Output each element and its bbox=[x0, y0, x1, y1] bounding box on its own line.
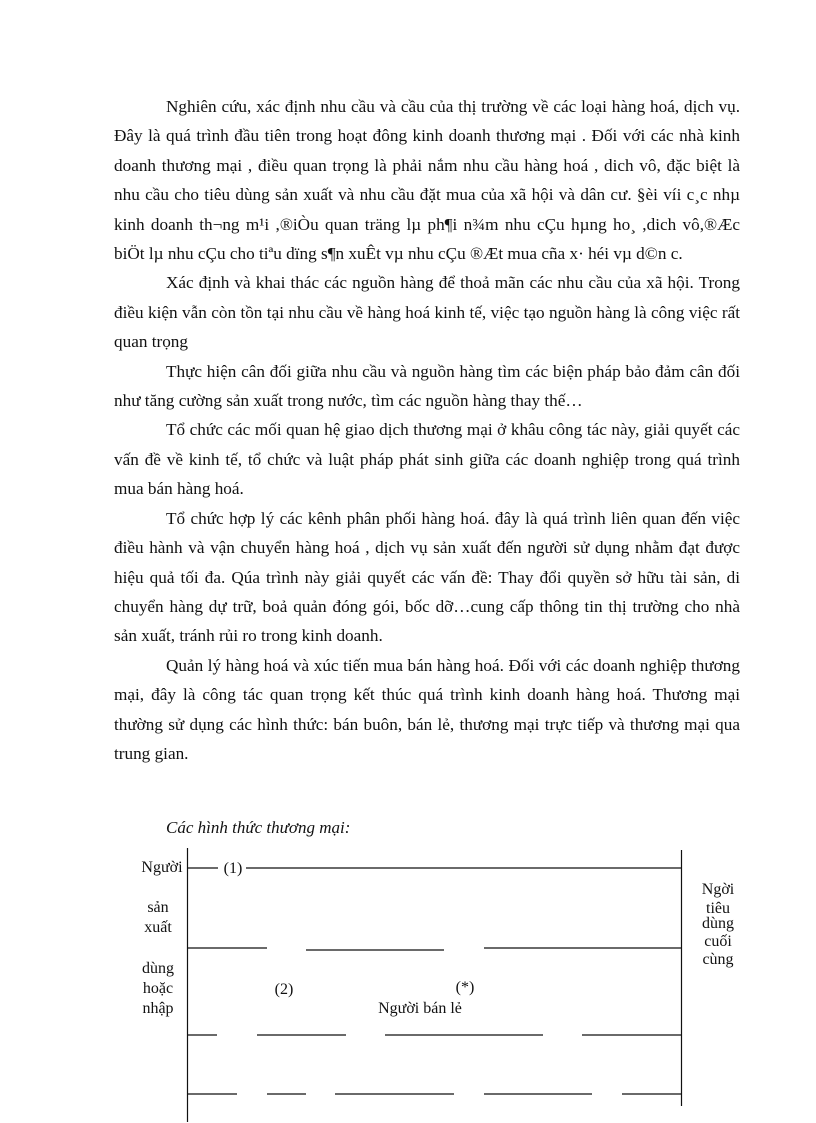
paragraph: Tổ chức các mối quan hệ giao dịch thương mại ở khâu công tác này, giải quyết các vấn đề về kinh tế, tổ chức và luật pháp phát sinh giữa các doanh nghiệp trong quá trình mua bán hàng hoá. bbox=[114, 420, 740, 499]
consumer-label: tiêu bbox=[706, 900, 730, 917]
producer-label: dùng bbox=[142, 960, 174, 977]
consumer-label: cuối bbox=[704, 933, 732, 950]
producer-label: nhập bbox=[142, 1000, 174, 1017]
producer-label: Người bbox=[141, 859, 183, 876]
producer-label: xuất bbox=[144, 919, 172, 936]
paragraph: Nghiên cứu, xác định nhu cầu và cầu của thị trường về các loại hàng hoá, dịch vụ. Đây là quá trình đầu tiên trong hoạt đông kinh doanh thương mại . Đối với các nhà kinh doanh thương mại , điều quan trọng là phải nắm nhu cầu hàng hoá , dich vô, đặc biệt là nhu cầu cho tiêu dùng sản xuất và nhu cầu đặt mua của xã hội và dân cư. §èi víi c¸c nhµ kinh doanh th¬ng m¹i ,®iÒu quan träng lµ ph¶i n¾m nhu cÇu hµng ho¸ ,dich vô,®Æc biÖt lµ nhu cÇu cho tiªu dïng s¶n xuÊt vµ nhu cÇu ®Æt mua cña x· héi vµ d©n c. bbox=[114, 97, 740, 264]
consumer-label: Ngời bbox=[701, 881, 735, 898]
producer-label: hoặc bbox=[142, 980, 174, 997]
paragraph: Xác định và khai thác các nguồn hàng để thoả mãn các nhu cầu của xã hội. Trong điều kiện vẫn còn tồn tại nhu cầu về hàng hoá kinh tế, việc tạo nguồn hàng là công việc rất quan trọng bbox=[114, 273, 740, 352]
channel-1-label: (1) bbox=[223, 860, 243, 877]
retailer-label: Người bán lẻ bbox=[378, 1000, 462, 1017]
channel-star-label: (*) bbox=[455, 979, 475, 996]
paragraph: Tổ chức hợp lý các kênh phân phối hàng hoá. đây là quá trình liên quan đến việc điều hành và vận chuyển hàng hoá , dịch vụ sản xuất đến người sử dụng nhằm đạt được hiệu quả tối đa. Qúa trình này giải quyết các vấn đề: Thay đổi quyền sở hữu tài sản, di chuyển hàng dự trữ, boả quản đóng gói, bốc dỡ…cung cấp thông tin thị trường cho nhà sản xuất, tránh rủi ro trong kinh doanh. bbox=[114, 508, 740, 646]
consumer-label: cùng bbox=[702, 951, 734, 968]
consumer-label: dùng bbox=[702, 915, 734, 932]
channel-2-label: (2) bbox=[274, 981, 294, 998]
diagram-caption: Các hình thức thương mại: bbox=[166, 818, 351, 837]
paragraph: Thực hiện cân đối giữa nhu cầu và nguồn hàng tìm các biện pháp bảo đảm cân đối như tăng cường sản xuất trong nước, tìm các nguồn hàng thay thế… bbox=[114, 361, 740, 411]
paragraph: Quản lý hàng hoá và xúc tiến mua bán hàng hoá. Đối với các doanh nghiệp thương mại, đây là công tác quan trọng kết thúc quá trình kinh doanh hàng hoá. Thương mại thường sử dụng các hình thức: bán buôn, bán lẻ, thương mại trực tiếp và thương mại qua trung gian. bbox=[114, 655, 740, 763]
producer-label: sản bbox=[147, 899, 169, 916]
